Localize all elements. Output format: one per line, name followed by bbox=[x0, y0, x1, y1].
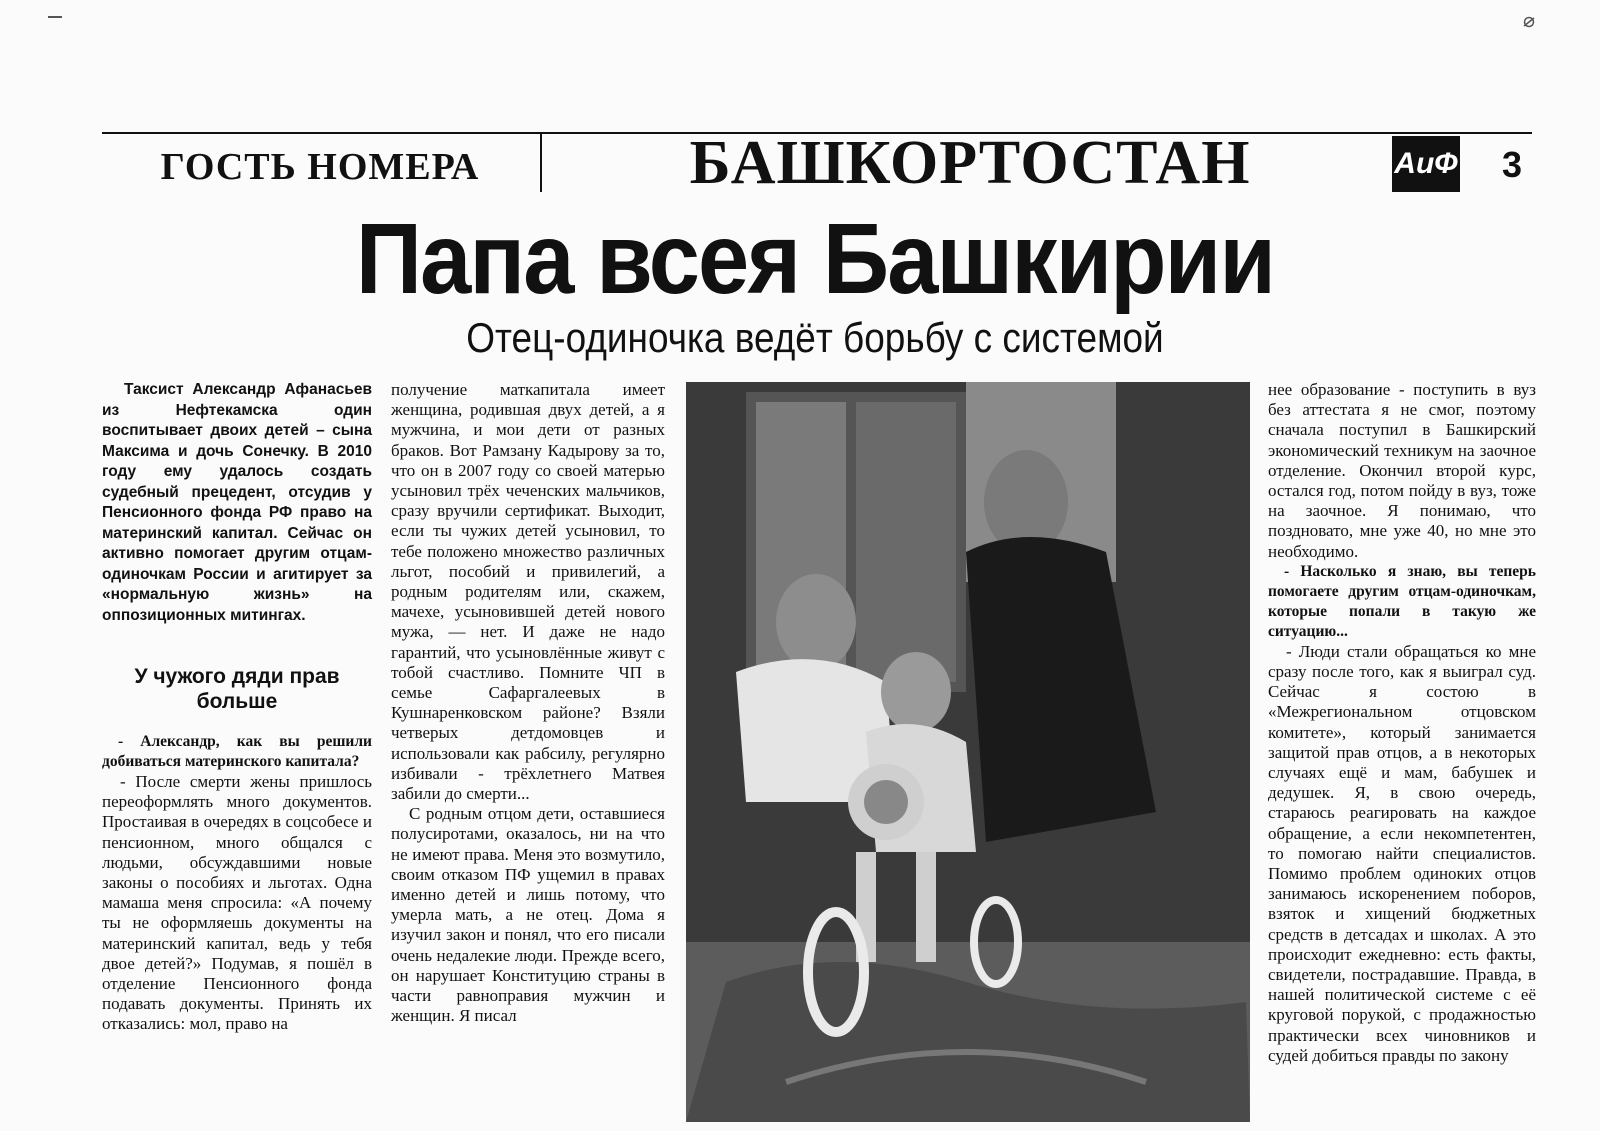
section-heading: У чужого дяди прав больше bbox=[134, 665, 340, 713]
article-paragraph: - Люди стали обращаться ко мне сразу после того, как я выиграл суд. Сейчас я состою в «Межрегиональном отцовском комитете», который занимается защитой прав отцов, а в некоторых случаях ещё и мам, бабушек и дедушек. Я, в свою очередь, стараюсь реагировать на каждое обращение, а если некомпетентен, то помогаю найти специалистов. Помимо проблем одиноких отцов занимаюсь искоренением поборов, взяток и хищений бюджетных средств в детсадах и школах. А это происходит ежедневно: есть факты, свидетели, пострадавшие. Правда, в нашей политической системе с её круговой порукой, с продажностью практически всех чиновников и судей добиться правды по закону bbox=[1268, 641, 1536, 1065]
scan-mark bbox=[48, 16, 62, 18]
headline: Папа всея Башкирии bbox=[355, 202, 1275, 315]
scan-glyph-icon bbox=[1522, 16, 1536, 28]
header-divider bbox=[540, 134, 542, 192]
subheadline: Отец-одиночка ведёт борьбу с системой bbox=[466, 314, 1164, 361]
lead-paragraph: Таксист Александр Афанасьев из Нефтекамска один воспитывает двоих детей – сына Максима и дочь Сонечку. В 2010 году ему удалось создать судебный прецедент, отсудив у Пенсионного фонда РФ право на материнский капитал. Сейчас он активно помогает другим отцам-одиночкам России и агитирует за «нормальную жизнь» на оппозиционных митингах. bbox=[102, 381, 372, 624]
article-paragraph: нее образование - поступить в вуз без аттестата я не смог, поэтому сначала поступил в Башкирский экономический техникум на заочное отделение. Окончил второй курс, остался год, потом пойду в вуз, тоже на заочное. Я понимаю, что поздновато, мне уже 40, но мне это необходимо. bbox=[1268, 380, 1536, 561]
photo-illustration bbox=[686, 382, 1250, 1122]
column-4 bbox=[1268, 380, 1536, 1066]
page-number: 3 bbox=[1501, 144, 1523, 185]
column-2 bbox=[391, 380, 665, 1027]
aif-logo: АиФ bbox=[1392, 136, 1460, 192]
interview-question: - Александр, как вы решили добиваться материнского капитала? bbox=[102, 733, 372, 770]
section-label: ГОСТЬ НОМЕРА bbox=[160, 146, 480, 188]
article-paragraph: С родным отцом дети, оставшиеся полусиротами, оказалось, ни на что не имеют права. Меня это возмутило, своим отказом ПФ ущемил в правах именно детей и лишь потому, что умерла мать, а не отец. Дома я изучил закон и понял, что его писали очень недалекие люди. Прежде всего, он нарушает Конституцию страны в части равноправия мужчин и женщин. Я писал bbox=[391, 804, 665, 1026]
family-photo bbox=[686, 382, 1250, 1122]
article-paragraph: получение маткапитала имеет женщина, родившая двух детей, а я мужчина, и мои дети от разных браков. Вот Рамзану Кадырову за то, что он в 2007 году со своей матерью усыновил трёх чеченских мальчиков, сразу вручили сертификат. Выходит, если ты чужих детей усыновил, то тебе положено множество различных льгот, пособий и привилегий, а родным родителям или, скажем, мачехе, усыновившей детей нового мужа, — нет. И даже не надо гарантий, что усыновлённые живут с тобой счастливо. Помните ЧП в семье Сафаргалеевых в Кушнаренковском районе? Взяли четверых детдомовцев и использовали как рабсилу, регулярно избивали - трёхлетнего Матвея забили до смерти... bbox=[391, 380, 665, 804]
region-title: БАШКОРТОСТАН bbox=[689, 128, 1251, 197]
column-1 bbox=[102, 380, 372, 1035]
interview-question: - Насколько я знаю, вы теперь помогаете другим отцам-одиночкам, которые попали в такую же ситуацию... bbox=[1268, 562, 1536, 640]
article-paragraph: - После смерти жены пришлось переоформлять много документов. Простаивая в очередях в соцсобесе и пенсионном, много общался с людьми, обсуждавшими новые законы о пособиях и льготах. Одна мамаша меня спросила: «А почему ты не оформляешь документы на материнский капитал, ведь у тебя двое детей?» Подумав, я пошёл в отделение Пенсионного фонда подавать документы. Принять их отказались: мол, право на bbox=[102, 772, 372, 1034]
